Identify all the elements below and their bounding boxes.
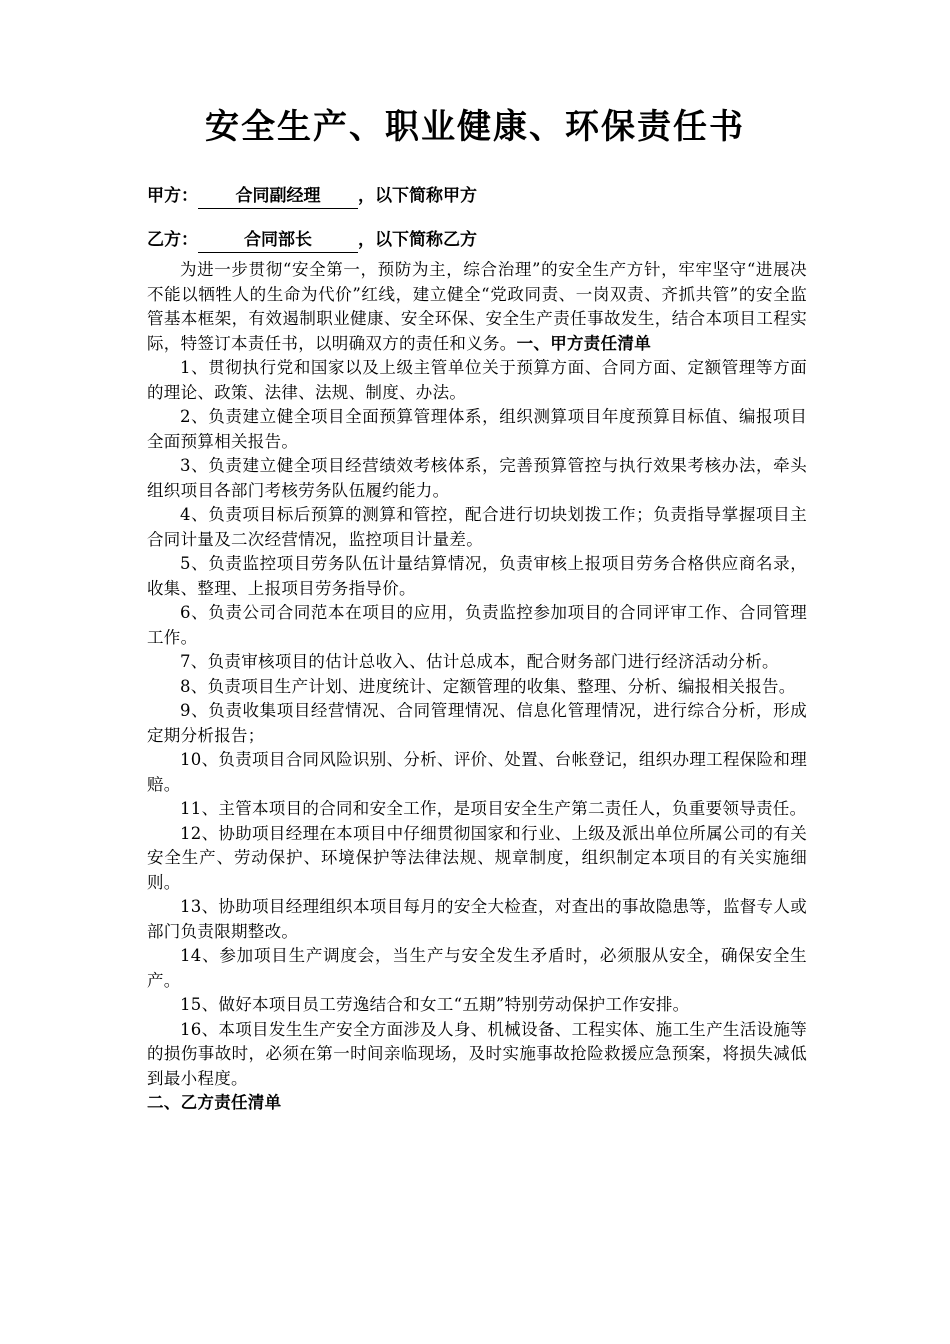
list-item: 3、负责建立健全项目经营绩效考核体系，完善预算管控与执行效果考核办法，牵头组织项目各部门考核劳务队伍履约能力。 — [147, 456, 807, 500]
list-item: 5、负责监控项目劳务队伍计量结算情况，负责审核上报项目劳务合格供应商名录，收集、整理、上报项目劳务指导价。 — [147, 554, 807, 598]
section-b-heading: 二、乙方责任清单 — [147, 1093, 282, 1112]
list-item: 12、协助项目经理在本项目中仔细贯彻国家和行业、上级及派出单位所属公司的有关安全生产、劳动保护、环境保护等法律法规、规章制度，组织制定本项目的有关实施细则。 — [147, 823, 807, 892]
list-item: 16、本项目发生生产安全方面涉及人身、机械设备、工程实体、施工生产生活设施等的损伤事故时，必须在第一时间亲临现场，及时实施事故抢险救援应急预案，将损失减低到最小程度。 — [147, 1019, 807, 1088]
intro-text: 为进一步贯彻“安全第一，预防为主，综合治理”的安全生产方针，牢牢坚守“进展决不能以牺牲人的生命为代价”红线，建立健全“党政同责、一岗双责、齐抓共管”的安全监管基本框架，有效遏制职业健康、安全环保、安全生产责任事故发生，结合本项目工程实际，特签订本责任书，以明确双方的责任和义务。 — [147, 260, 807, 353]
party-b-line — [147, 228, 477, 253]
list-item: 9、负责收集项目经营情况、合同管理情况、信息化管理情况，进行综合分析，形成定期分析报告； — [147, 701, 807, 745]
party-b-name: 合同部长 — [198, 228, 358, 253]
party-a-line — [147, 184, 477, 209]
list-item: 6、负责公司合同范本在项目的应用，负责监控参加项目的合同评审工作、合同管理工作。 — [147, 603, 807, 647]
party-a-name: 合同副经理 — [198, 184, 358, 209]
list-item: 13、协助项目经理组织本项目每月的安全大检查，对查出的事故隐患等，监督专人或部门负责限期整改。 — [147, 897, 807, 941]
list-item: 10、负责项目合同风险识别、分析、评价、处置、台帐登记，组织办理工程保险和理赔。 — [147, 750, 807, 794]
party-b-label: 乙方： — [147, 230, 198, 250]
list-item: 4、负责项目标后预算的测算和管控，配合进行切块划拨工作；负责指导掌握项目主合同计量及二次经营情况，监控项目计量差。 — [147, 505, 807, 549]
list-item: 15、做好本项目员工劳逸结合和女工“五期”特别劳动保护工作安排。 — [180, 995, 690, 1014]
document-body — [147, 258, 807, 1116]
party-a-label: 甲方： — [147, 186, 198, 206]
list-item: 7、负责审核项目的估计总收入、估计总成本，配合财务部门进行经济活动分析。 — [180, 652, 779, 671]
list-item: 1、贯彻执行党和国家以及上级主管单位关于预算方面、合同方面、定额管理等方面的理论、政策、法律、法规、制度、办法。 — [147, 358, 807, 402]
party-b-suffix: ，以下简称乙方 — [358, 230, 477, 250]
intro-paragraph — [147, 258, 807, 356]
list-item: 11、主管本项目的合同和安全工作，是项目安全生产第二责任人，负重要领导责任。 — [180, 799, 807, 818]
party-a-suffix: ，以下简称甲方 — [358, 186, 477, 206]
section-a-heading: 一、甲方责任清单 — [516, 333, 652, 353]
list-item: 8、负责项目生产计划、进度统计、定额管理的收集、整理、分析、编报相关报告。 — [180, 676, 796, 696]
list-item: 14、参加项目生产调度会，当生产与安全发生矛盾时，必须服从安全，确保安全生产。 — [147, 946, 807, 990]
document-title: 安全生产、职业健康、环保责任书 — [205, 107, 745, 147]
list-item: 2、负责建立健全项目全面预算管理体系，组织测算项目年度预算目标值、编报项目全面预算相关报告。 — [147, 407, 807, 451]
